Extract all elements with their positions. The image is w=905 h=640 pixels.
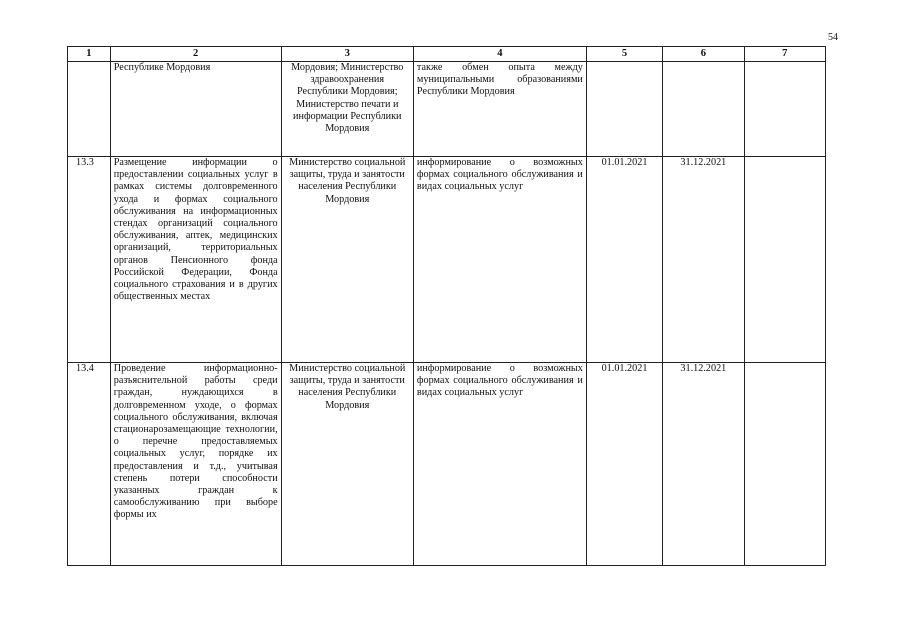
end-date-cell: 31.12.2021: [663, 157, 744, 363]
activity-cell: Размещение информации о предоставлении социальных услуг в рамках системы долговременного ухода и формах социального обслуживания на информационных стендах организаций социального обслуживания, аптек, медицинских организаций, территориальных органов Пенсионного фонда Российской Федерации, Фонда социального страхования и в других общественных местах: [110, 157, 281, 363]
note-cell: [744, 363, 825, 566]
row-number: 13.4: [68, 363, 111, 566]
row-number: 13.3: [68, 157, 111, 363]
table-row: [68, 157, 826, 363]
start-date-cell: [586, 62, 662, 157]
table-row: [68, 363, 826, 566]
end-date-cell: 31.12.2021: [663, 363, 744, 566]
note-cell: [744, 157, 825, 363]
executor-cell: Министерство социальной защиты, труда и занятости населения Республики Мордовия: [281, 363, 413, 566]
activity-cell: Проведение информационно-разъяснительной работы среди граждан, нуждающихся в долговременном уходе, о формах социального обслуживания, включая стационарозамещающие технологии, о перечне предоставляемых социальных услуг, порядке их предоставления и т.д., учитывая степень потери способности указанных граждан к самообслуживанию при выборе формы их: [110, 363, 281, 566]
activity-cell: Республике Мордовия: [110, 62, 281, 157]
end-date-cell: [663, 62, 744, 157]
column-header-4: 4: [413, 47, 586, 62]
column-header-5: 5: [586, 47, 662, 62]
column-header-1: 1: [68, 47, 111, 62]
start-date-cell: 01.01.2021: [586, 363, 662, 566]
result-cell: также обмен опыта между муниципальными образованиями Республики Мордовия: [413, 62, 586, 157]
column-header-7: 7: [744, 47, 825, 62]
table-header-row: [68, 47, 826, 62]
executor-cell: Министерство социальной защиты, труда и занятости населения Республики Мордовия: [281, 157, 413, 363]
table-row: [68, 62, 826, 157]
column-header-2: 2: [110, 47, 281, 62]
start-date-cell: 01.01.2021: [586, 157, 662, 363]
result-cell: информирование о возможных формах социального обслуживания и видах социальных услуг: [413, 157, 586, 363]
note-cell: [744, 62, 825, 157]
column-header-6: 6: [663, 47, 744, 62]
result-cell: информирование о возможных формах социального обслуживания и видах социальных услуг: [413, 363, 586, 566]
column-header-3: 3: [281, 47, 413, 62]
executor-cell: Мордовия; Министерство здравоохранения Республики Мордовия; Министерство печати и информации Республики Мордовия: [281, 62, 413, 157]
row-number: [68, 62, 111, 157]
measures-table: [67, 46, 826, 566]
page-number: 54: [828, 32, 838, 43]
